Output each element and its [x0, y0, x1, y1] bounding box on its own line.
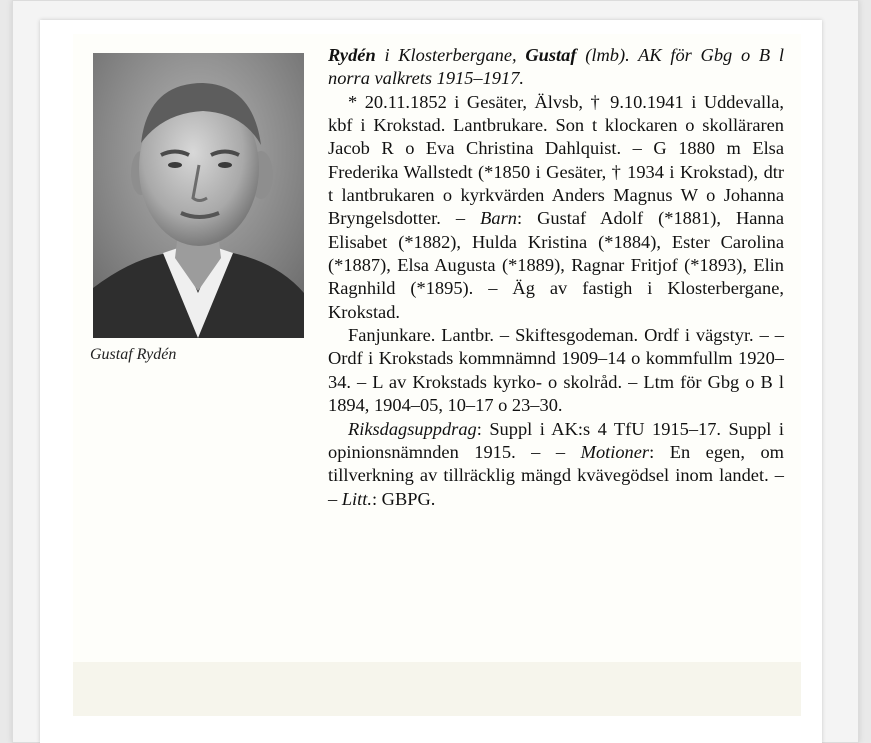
surname: Rydén — [328, 45, 376, 65]
barn-label: Barn — [480, 208, 517, 229]
place: i Klosterbergane, — [384, 45, 517, 65]
heading-rest: (lmb). AK för Gbg o B l norra valkrets 1915–1917. — [328, 45, 784, 89]
portrait-image — [93, 53, 304, 338]
bio-p1-text: * 20.11.1852 i Gesäter, Älvsb, † 9.10.1941 i Uddevalla, kbf i Krokstad. Lantbrukare. Son t klockaren o skolläraren Jacob R o Eva Christina Dahlquist. – G 1880 m Elsa Frederika Wallstedt (*1850 i Gesäter, † 1934 i Krokstad), dtr t lantbrukaren o kyrkvärden Anders Magnus W o Johanna Bryngelsdotter. – — [328, 91, 784, 229]
bio-p1-tail: : Gustaf Adolf (*1881), Hanna Elisabet (*1882), Hulda Kristina (*1884), Ester Carolina (*1887), Elsa Augusta (*1889), Ragnar Fritjof (*1893), Elin Ragnhild (*1895). – Äg av fastigh i Klosterbergane, Krokstad. — [328, 208, 784, 322]
given-name: Gustaf — [525, 45, 577, 65]
bio-paragraph-1 — [328, 91, 784, 324]
litt-label: Litt. — [341, 488, 372, 509]
portrait-caption: Gustaf Rydén — [90, 346, 177, 363]
bio-p3-a: : Suppl i AK:s 4 TfU 1915–17. Suppl i opinionsnämnden 1915. – – — [328, 418, 784, 462]
bio-paragraph-2: Fanjunkare. Lantbr. – Skiftesgodeman. Ordf i vägstyr. – – Ordf i Krokstads kommnämnd 1909–14 o kommfullm 1920–34. – L av Krokstads kyrko- o skolråd. – Ltm för Gbg o B l 1894, 1904–05, 10–17 o 23–30. — [328, 325, 784, 416]
entry-heading — [328, 44, 784, 91]
portrait-photo — [93, 53, 304, 338]
riksdag-label: Riksdagsuppdrag — [348, 418, 477, 439]
motioner-label: Motioner — [580, 441, 650, 462]
bio-p3-b: : En egen, om tillverkning av tillräcklig mängd kvävegödsel inom landet. – – — [328, 441, 784, 509]
bottom-band — [73, 662, 801, 716]
bio-p3-c: : GBPG. — [371, 488, 436, 509]
biography-text — [328, 44, 784, 511]
bio-paragraph-3 — [328, 418, 784, 511]
document-page — [73, 34, 801, 662]
